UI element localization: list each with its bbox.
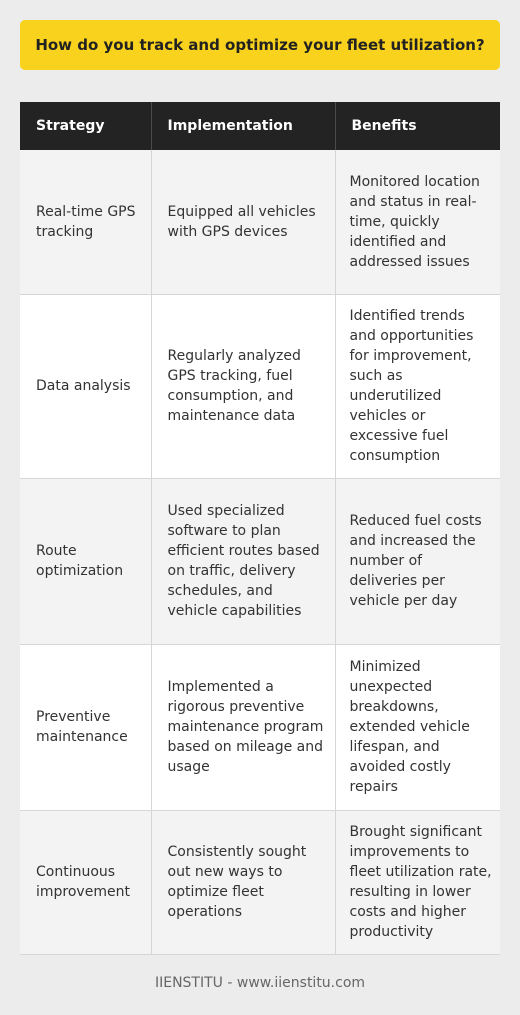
- table-row: [20, 478, 500, 644]
- cell-strategy: Preventive maintenance: [20, 644, 151, 810]
- table-row: [20, 294, 500, 478]
- cell-implementation: Used specialized software to plan efficient routes based on traffic, delivery schedules, and vehicle capabilities: [151, 478, 335, 644]
- cell-implementation: Regularly analyzed GPS tracking, fuel consumption, and maintenance data: [151, 294, 335, 478]
- cell-strategy: Route optimization: [20, 478, 151, 644]
- table-header-row: [20, 102, 500, 150]
- cell-implementation: Equipped all vehicles with GPS devices: [151, 150, 335, 294]
- cell-benefits: Monitored location and status in real-time, quickly identified and addressed issues: [335, 150, 500, 294]
- cell-benefits: Reduced fuel costs and increased the number of deliveries per vehicle per day: [335, 478, 500, 644]
- header-benefits: Benefits: [335, 102, 500, 150]
- table-row: [20, 644, 500, 810]
- strategy-table: [20, 102, 500, 955]
- header-implementation: Implementation: [151, 102, 335, 150]
- cell-strategy: Data analysis: [20, 294, 151, 478]
- cell-strategy: Continuous improvement: [20, 810, 151, 954]
- cell-strategy: Real-time GPS tracking: [20, 150, 151, 294]
- table-row: [20, 810, 500, 954]
- header-strategy: Strategy: [20, 102, 151, 150]
- table-row: [20, 150, 500, 294]
- cell-benefits: Minimized unexpected breakdowns, extended vehicle lifespan, and avoided costly repairs: [335, 644, 500, 810]
- page-title: How do you track and optimize your fleet utilization?: [20, 20, 500, 70]
- cell-implementation: Consistently sought out new ways to optimize fleet operations: [151, 810, 335, 954]
- cell-benefits: Identified trends and opportunities for improvement, such as underutilized vehicles or excessive fuel consumption: [335, 294, 500, 478]
- cell-benefits: Brought significant improvements to fleet utilization rate, resulting in lower costs and higher productivity: [335, 810, 500, 954]
- cell-implementation: Implemented a rigorous preventive maintenance program based on mileage and usage: [151, 644, 335, 810]
- footer-credit: IIENSTITU - www.iienstitu.com: [154, 975, 366, 991]
